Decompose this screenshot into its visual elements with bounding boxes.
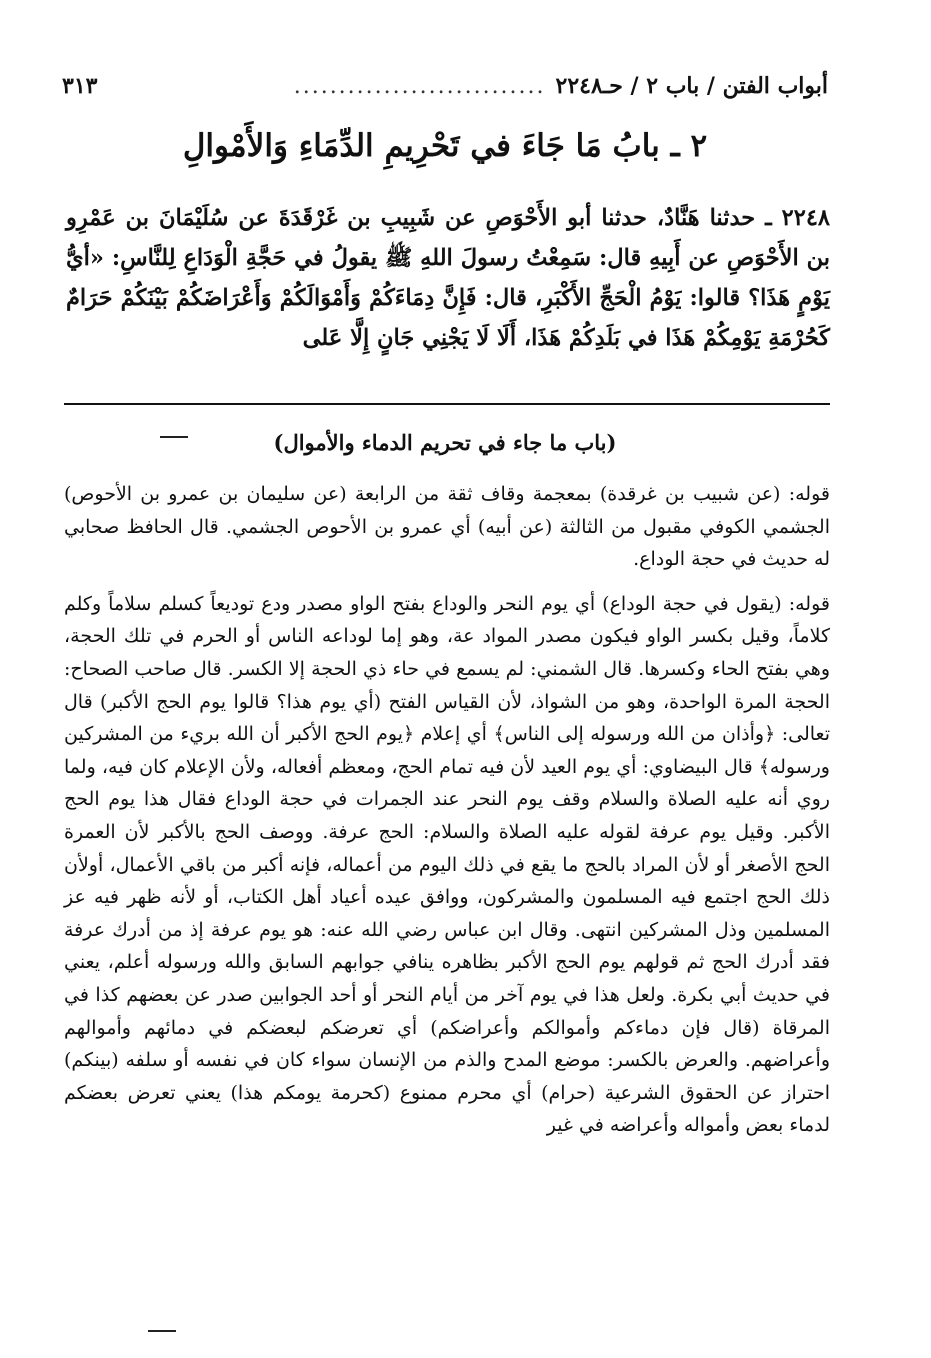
commentary-paragraph: قوله: (يقول في حجة الوداع) أي يوم النحر والوداع بفتح الواو مصدر ودع توديعاً كسلم سلاماً وكلم كلاماً، وقيل بكسر الواو فيكون مصدر المواد عة، وهو إما لوداعه الناس أو الحرم في تلك الحجة، وهي بفتح الحاء وكسرها. قال الشمني: لم يسمع في حاء ذي الحجة إلا الكسر. قال صاحب الصحاح: الحجة المرة الواحدة، وهو من الشواذ، لأن القياس الفتح (أي يوم هذا؟ قالوا يوم الحج الأكبر) قال تعالى: ﴿وأذان من الله ورسوله إلى الناس﴾ أي إعلام ﴿يوم الحج الأكبر أن الله بريء من المشركين ورسوله﴾ قال البيضاوي: أي يوم العيد لأن فيه تمام الحج، ومعظم أفعاله، ولأن الإعلام كان فيه، ولما روي أنه عليه الصلاة والسلام وقف يوم النحر عند الجمرات في حجة الوداع فقال هذا يوم الحج الأكبر. وقيل يوم عرفة لقوله عليه الصلاة والسلام: الحج عرفة. ووصف الحج بالأكبر لأن العمرة الحج الأصغر أو لأن المراد بالحج ما يقع في ذلك اليوم من أعماله، فإنه أكبر من باقي الأعمال، أولأن ذلك الحج اجتمع فيه المسلمون والمشركون، ووافق عيده أعياد أهل الكتاب، أو لأنه ظهر فيه عز المسلمين وذل المشركين انتهى. وقال ابن عباس رضي الله عنه: هو يوم عرفة إذ من أدرك عرفة فقد أدرك الحج ثم قولهم يوم الحج الأكبر بظاهره ينافي جوابهم السابق والله ورسوله أعلم، يعني في حديث أبي بكرة. ولعل هذا في يوم آخر من أيام النحر أو أحد الجوابين صدر عن بعضهم كذا في المرقاة (قال فإن دماءكم وأموالكم وأعراضكم) أي تعرضكم لبعضكم في دمائهم وأموالهم وأعراضهم. والعرض بالكسر: موضع المدح والذم من الإنسان سواء كان في نفسه أو سلفه (بينكم) احتراز عن الحقوق الشرعية (حرام) أي محرم ممنوع (كحرمة يومكم هذا) يعني تعرض بعضكم لدماء بعض وأمواله وأعراضه في غير xyxy=(64,592,831,1137)
page-number: ٣١٣ xyxy=(62,73,98,99)
running-title: أبواب الفتن / باب ٢ / حـ٢٢٤٨ xyxy=(555,73,828,99)
commentary-body xyxy=(64,478,830,1154)
commentary-title: (باب ما جاء في تحريم الدماء والأموال) xyxy=(273,430,617,455)
running-header xyxy=(62,66,828,106)
footnote-divider xyxy=(64,403,830,405)
leader-dots: ............................ xyxy=(293,73,546,99)
commentary-paragraph: قوله: (عن شبيب بن غرقدة) بمعجمة وقاف ثقة من الرابعة (عن سليمان بن عمرو بن الأحوص) الجشمي الكوفي مقبول من الثالثة (عن أبيه) أي عمرو بن الأحوص الجشمي. قال الحافظ صحابي له حديث في حجة الوداع. xyxy=(64,483,830,571)
chapter-title: ٢ ـ بابُ مَا جَاءَ في تَحْرِيمِ الدِّمَاءِ وَالأَمْوالِ xyxy=(182,128,708,164)
margin-mark xyxy=(148,1330,176,1332)
hadith-text: ٢٢٤٨ ـ حدثنا هَنَّادٌ، حدثنا أبو الأَحْوَصِ عن شَبِيبِ بن غَرْقَدَةَ عن سُلَيْمَانَ بن عَمْرِو بن الأَحْوَصِ عن أَبِيهِ قال: سَمِعْتُ رسولَ اللهِ ﷺ يقولُ في حَجَّةِ الْوَدَاعِ لِلنَّاسِ: «أيُّ يَوْمٍ هَذَا؟ قالوا: يَوْمُ الْحَجِّ الأَكْبَرِ، قال: فَإِنَّ دِمَاءَكُمْ وَأَمْوَالَكُمْ وَأَعْرَاضَكُمْ بَيْنَكُمْ حَرَامٌ كَحُرْمَةِ يَوْمِكُمْ هَذَا في بَلَدِكُمْ هَذَا، أَلَا لَا يَجْنِي جَانٍ إِلَّا عَلى xyxy=(66,205,830,351)
